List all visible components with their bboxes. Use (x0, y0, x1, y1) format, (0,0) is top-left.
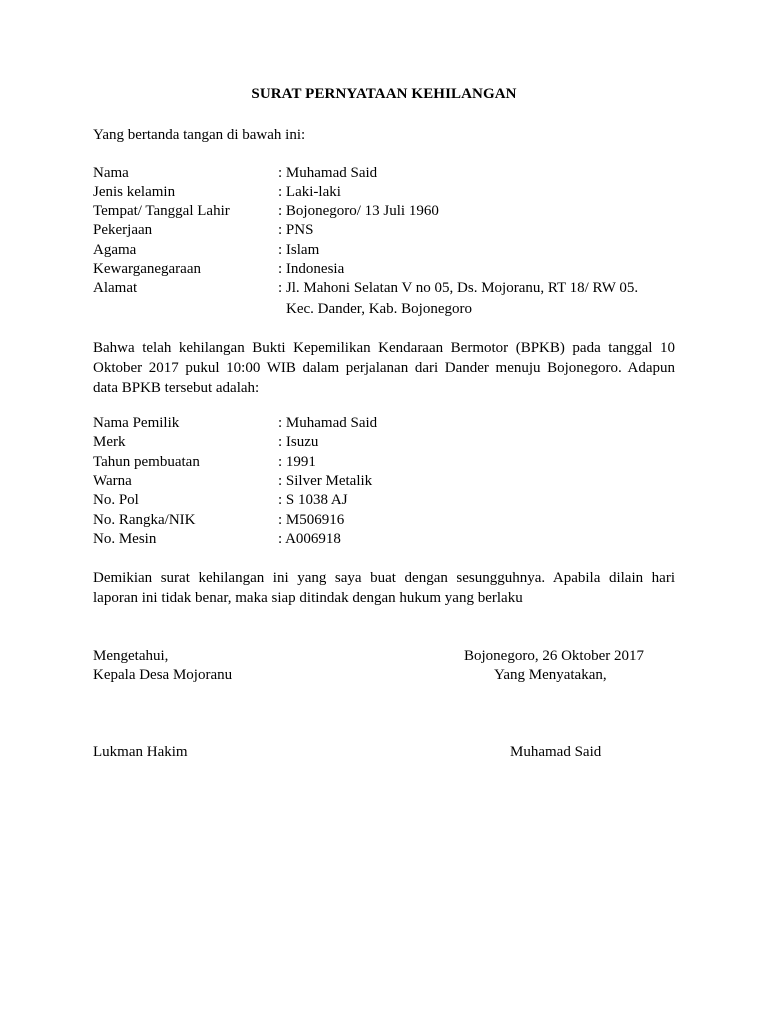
declarant-name: Muhamad Said (510, 744, 602, 760)
field-value: : Silver Metalik (278, 473, 373, 489)
field-label: Warna (93, 473, 132, 489)
statement-line: Bahwa telah kehilangan Bukti Kepemilikan Kendaraan Bermotor (BPKB) pada tanggal 10 (93, 340, 675, 356)
village-head-name: Lukman Hakim (93, 744, 188, 760)
field-value: : Jl. Mahoni Selatan V no 05, Ds. Mojoranu, RT 18/ RW 05. (278, 280, 639, 296)
village-head-title: Kepala Desa Mojoranu (93, 667, 233, 683)
closing-line: laporan ini tidak benar, maka siap ditindak dengan hukum yang berlaku (93, 590, 523, 606)
field-value: : Muhamad Said (278, 415, 378, 431)
field-value: : M506916 (278, 512, 345, 528)
field-label: Merk (93, 434, 126, 450)
field-value: : PNS (278, 222, 314, 238)
field-label: Nama Pemilik (93, 415, 180, 431)
field-label: No. Mesin (93, 531, 157, 547)
field-label: Tempat/ Tanggal Lahir (93, 203, 230, 219)
statement-paragraph (93, 338, 675, 398)
field-label: Jenis kelamin (93, 184, 176, 200)
intro-text: Yang bertanda tangan di bawah ini: (93, 127, 306, 143)
field-value: : Laki-laki (278, 184, 341, 200)
field-label: Kewarganegaraan (93, 261, 201, 277)
closing-line: Demikian surat kehilangan ini yang saya buat dengan sesungguhnya. Apabila dilain hari (93, 570, 675, 586)
field-label: Tahun pembuatan (93, 454, 200, 470)
field-value: : Indonesia (278, 261, 345, 277)
field-label: Alamat (93, 280, 138, 296)
field-value: : A006918 (278, 531, 341, 547)
field-label: Pekerjaan (93, 222, 153, 238)
place-date: Bojonegoro, 26 Oktober 2017 (464, 648, 644, 664)
statement-line: data BPKB tersebut adalah: (93, 380, 260, 396)
field-value: : 1991 (278, 454, 316, 470)
field-value: : Islam (278, 242, 320, 258)
closing-paragraph (93, 568, 675, 608)
field-value: Kec. Dander, Kab. Bojonegoro (286, 301, 473, 317)
declarant-title: Yang Menyatakan, (494, 667, 607, 683)
statement-line: Oktober 2017 pukul 10:00 WIB dalam perjalanan dari Dander menuju Bojonegoro. Adapun (93, 360, 675, 376)
field-label: No. Rangka/NIK (93, 512, 196, 528)
field-value: : Muhamad Said (278, 165, 378, 181)
field-value: : Bojonegoro/ 13 Juli 1960 (278, 203, 439, 219)
field-value: : S 1038 AJ (278, 492, 348, 508)
field-value: : Isuzu (278, 434, 319, 450)
acknowledged-label: Mengetahui, (93, 648, 169, 664)
field-label: Nama (93, 165, 129, 181)
field-label: No. Pol (93, 492, 139, 508)
letter-title: SURAT PERNYATAAN KEHILANGAN (251, 86, 517, 102)
field-label: Agama (93, 242, 137, 258)
